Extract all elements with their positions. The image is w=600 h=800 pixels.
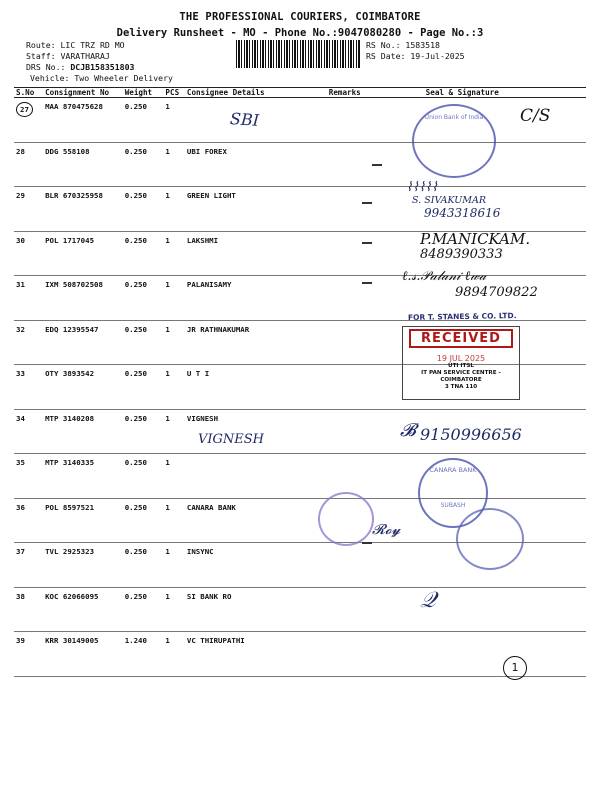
row-sno — [14, 587, 43, 632]
handwriting-phone-30: 8489390333 — [420, 247, 503, 262]
remark-dash — [362, 282, 372, 284]
row-weight — [123, 409, 164, 454]
row-remarks — [327, 543, 386, 588]
row-pcs — [163, 498, 184, 543]
row-consignment-no — [43, 632, 123, 677]
row-weight — [123, 98, 164, 143]
row-consignment-no — [43, 409, 123, 454]
row-weight — [123, 187, 164, 232]
row-consignee-text: PALANISAMY — [186, 280, 232, 289]
page-marker: 1 — [503, 656, 527, 680]
row-consignment-no — [43, 231, 123, 276]
row-pcs — [163, 365, 184, 410]
row-consignment-no-text: EDQ 12395547 — [45, 324, 99, 334]
row-remarks — [327, 365, 386, 410]
rs-date: RS Date: 19-Jul-2025 — [366, 51, 465, 61]
row-pcs — [163, 142, 184, 187]
col-weight: Weight — [123, 88, 164, 98]
row-consignment-no — [43, 543, 123, 588]
row-consignee — [185, 276, 327, 321]
row-remarks — [327, 231, 386, 276]
handwriting-cs: C/S — [520, 106, 551, 126]
signature-37: 𝓡𝓸𝔂 — [372, 522, 401, 538]
remark-dash — [362, 542, 372, 544]
row-sno — [14, 454, 43, 499]
row-sno — [14, 231, 43, 276]
row-pcs-text: 1 — [165, 146, 170, 156]
table-header-row — [14, 88, 586, 98]
col-consignee: Consignee Details — [185, 88, 327, 98]
row-consignee-text: UBI FOREX — [186, 146, 227, 156]
union-bank-stamp — [412, 104, 496, 178]
row-consignment-no-text: KRR 30149005 — [45, 636, 99, 645]
row-weight-text: 1.240 — [124, 636, 147, 645]
signature-29: ⌇⌇⌇⌇⌇ — [406, 180, 438, 195]
row-sno-text: 29 — [16, 191, 25, 200]
row-remarks — [327, 276, 386, 321]
row-weight — [123, 142, 164, 187]
row-sno — [14, 498, 43, 543]
row-weight — [123, 498, 164, 543]
row-weight-text: 0.250 — [124, 413, 147, 423]
row-consignment-no — [43, 142, 123, 187]
insync-stamp — [318, 492, 374, 546]
received-stamp — [402, 326, 520, 400]
row-sno — [14, 365, 43, 410]
uti-line-1: UTI ITSL — [448, 363, 474, 369]
row-sno — [14, 276, 43, 321]
row-sno-text: 35 — [16, 458, 25, 467]
row-consignment-no-text: MTP 3140208 — [45, 413, 95, 423]
row-consignee — [185, 365, 327, 410]
row-remarks — [327, 454, 386, 499]
row-sno-text: 27 — [16, 102, 33, 117]
row-consignment-no — [43, 276, 123, 321]
row-remarks — [327, 409, 386, 454]
signature-31: ℓ.𝓈.𝒫𝒶𝓁𝒶𝓃𝒾 ℓ𝓌𝒶 — [402, 269, 487, 284]
staff-text: Staff: VARATHARAJ — [26, 51, 110, 61]
row-consignment-no-text: POL 8597521 — [45, 502, 95, 512]
uti-line-3: 3 TNA 110 — [444, 384, 478, 390]
row-remarks — [327, 587, 386, 632]
row-pcs-text: 1 — [165, 280, 170, 289]
row-sno-text: 37 — [16, 547, 25, 556]
row-pcs-text: 1 — [165, 413, 170, 423]
row-weight-text: 0.250 — [124, 502, 147, 512]
row-consignee-text: LAKSHMI — [186, 235, 219, 245]
row-remarks — [327, 632, 386, 677]
row-consignee — [185, 320, 327, 365]
row-pcs — [163, 276, 184, 321]
row-weight-text: 0.250 — [124, 280, 147, 289]
row-sno — [14, 142, 43, 187]
company-name: THE PROFESSIONAL COURIERS, COIMBATORE — [179, 11, 421, 23]
row-consignment-no-text: TVL 2925323 — [45, 547, 95, 556]
row-weight — [123, 632, 164, 677]
row-sno — [14, 98, 43, 143]
row-consignment-no-text: MTP 3140335 — [45, 458, 95, 467]
union-bank-stamp-text: Union Bank of India — [424, 114, 484, 121]
row-consignee-text: SI BANK RO — [186, 591, 232, 601]
row-sno-text: 31 — [16, 280, 25, 289]
row-weight — [123, 276, 164, 321]
table-row — [14, 632, 586, 677]
row-weight — [123, 320, 164, 365]
row-weight-text: 0.250 — [124, 458, 147, 467]
row-pcs — [163, 409, 184, 454]
signature-35: 𝓑 — [400, 420, 416, 441]
row-sno — [14, 543, 43, 588]
row-consignee-text: GREEN LIGHT — [186, 191, 236, 200]
row-weight-text: 0.250 — [124, 547, 147, 556]
row-consignee — [185, 587, 327, 632]
row-weight — [123, 543, 164, 588]
row-consignee — [185, 498, 327, 543]
handwriting-phone-35: 9150996656 — [420, 425, 522, 444]
row-consignment-no-text: IXM 508702508 — [45, 280, 103, 289]
row-pcs-text: 1 — [165, 458, 170, 467]
row-consignee — [185, 187, 327, 232]
barcode — [236, 40, 360, 68]
row-sno-text: 39 — [16, 636, 25, 645]
received-label: RECEIVED — [409, 329, 513, 348]
row-consignee — [185, 632, 327, 677]
row-consignee-text: VIGNESH — [186, 413, 219, 423]
row-pcs — [163, 187, 184, 232]
row-seal-signature — [386, 587, 586, 632]
row-consignment-no — [43, 187, 123, 232]
row-consignee-text: CANARA BANK — [186, 502, 236, 512]
row-pcs — [163, 320, 184, 365]
row-consignment-no-text: DDG 558108 — [45, 146, 90, 156]
runsheet-title: Delivery Runsheet - MO - Phone No.:9047080280 - Page No.:3 — [116, 27, 484, 39]
row-weight — [123, 454, 164, 499]
row-pcs-text: 1 — [165, 102, 170, 111]
row-sno-text: 32 — [16, 324, 25, 334]
row-pcs-text: 1 — [165, 636, 170, 645]
row-consignment-no-text: KOC 62066095 — [45, 591, 99, 601]
row-weight-text: 0.250 — [124, 191, 147, 200]
row-weight — [123, 231, 164, 276]
row-sno-text: 34 — [16, 413, 25, 423]
row-weight-text: 0.250 — [124, 235, 147, 245]
received-date: 19 JUL 2025 — [436, 354, 486, 363]
row-consignee — [185, 543, 327, 588]
row-sno — [14, 632, 43, 677]
row-consignee — [185, 231, 327, 276]
row-weight-text: 0.250 — [124, 102, 147, 111]
row-consignment-no-text: POL 1717045 — [45, 235, 95, 245]
row-pcs-text: 1 — [165, 547, 170, 556]
canara-stamp-text: CANARA BANK — [429, 466, 477, 474]
row-pcs — [163, 231, 184, 276]
row-pcs-text: 1 — [165, 502, 170, 512]
canara-stamp-name: SUBASH — [440, 502, 466, 509]
si-bank-stamp — [456, 508, 524, 570]
col-remarks: Remarks — [327, 88, 386, 98]
row-pcs-text: 1 — [165, 591, 170, 601]
stanes-stamp: FOR T. STANES & CO. LTD. — [407, 311, 517, 322]
signature-39: 𝒬 — [420, 588, 436, 613]
drs-label: DRS No.: — [26, 62, 66, 72]
row-pcs-text: 1 — [165, 324, 170, 334]
table-row — [14, 587, 586, 632]
row-sno — [14, 187, 43, 232]
row-weight — [123, 365, 164, 410]
row-consignee — [185, 142, 327, 187]
row-pcs — [163, 587, 184, 632]
table-row — [14, 454, 586, 499]
remark-dash — [362, 242, 372, 244]
row-weight-text: 0.250 — [124, 369, 147, 378]
row-consignee-text: JR RATHNAKUMAR — [186, 324, 250, 334]
table-row — [14, 142, 586, 187]
col-sno: S.No — [14, 88, 43, 98]
vehicle-text: Vehicle: Two Wheeler Delivery — [30, 73, 173, 83]
row-remarks — [327, 187, 386, 232]
row-weight — [123, 587, 164, 632]
row-sno-text: 33 — [16, 369, 25, 378]
handwriting-sbi: SBI — [229, 109, 260, 130]
row-sno-text: 36 — [16, 502, 25, 512]
row-pcs-text: 1 — [165, 191, 170, 200]
row-consignee — [185, 454, 327, 499]
row-consignment-no — [43, 98, 123, 143]
row-consignment-no — [43, 454, 123, 499]
col-pcs: PCS — [163, 88, 184, 98]
row-consignment-no-text: OTY 3893542 — [45, 369, 95, 378]
row-sno-text: 38 — [16, 591, 25, 601]
row-pcs — [163, 98, 184, 143]
row-consignment-no — [43, 587, 123, 632]
row-weight-text: 0.250 — [124, 324, 147, 334]
col-seal-signature: Seal & Signature — [386, 88, 586, 98]
row-sno — [14, 409, 43, 454]
row-consignment-no — [43, 498, 123, 543]
row-consignment-no-text: MAA 870475628 — [45, 102, 103, 111]
row-consignment-no — [43, 320, 123, 365]
remark-dash — [372, 164, 382, 166]
table-row — [14, 98, 586, 143]
route-text: Route: LIC TRZ RD MO — [26, 40, 125, 50]
row-remarks — [327, 320, 386, 365]
row-seal-signature — [386, 632, 586, 677]
row-pcs-text: 1 — [165, 235, 170, 245]
row-weight-text: 0.250 — [124, 146, 147, 156]
handwriting-phone-29: 9943318616 — [424, 206, 501, 220]
drs-number — [26, 62, 134, 72]
row-weight-text: 0.250 — [124, 591, 147, 601]
uti-line-2: IT PAN SERVICE CENTRE - COIMBATORE — [421, 370, 501, 383]
row-consignment-no-text: BLR 670325958 — [45, 191, 103, 200]
row-sno-text: 28 — [16, 146, 25, 156]
row-consignee-text: INSYNC — [186, 547, 214, 556]
remark-dash — [362, 202, 372, 204]
row-consignment-no — [43, 365, 123, 410]
handwriting-vignesh: VIGNESH — [198, 432, 265, 447]
row-sno-text: 30 — [16, 235, 25, 245]
row-remarks — [327, 98, 386, 143]
row-consignee-text: VC THIRUPATHI — [186, 636, 245, 645]
rs-number: RS No.: 1583518 — [366, 40, 440, 50]
row-pcs — [163, 543, 184, 588]
handwriting-sivakumar: S. SIVAKUMAR — [412, 195, 487, 206]
handwriting-manickam: P.MANICKAM. — [420, 230, 531, 248]
row-pcs — [163, 454, 184, 499]
row-pcs-text: 1 — [165, 369, 170, 378]
row-consignee-text: U T I — [186, 369, 210, 378]
drs-value: DCJB158351803 — [70, 62, 135, 72]
row-pcs — [163, 632, 184, 677]
col-consignment: Consignment No — [43, 88, 123, 98]
row-sno — [14, 320, 43, 365]
handwriting-phone-31: 9894709822 — [455, 285, 538, 300]
